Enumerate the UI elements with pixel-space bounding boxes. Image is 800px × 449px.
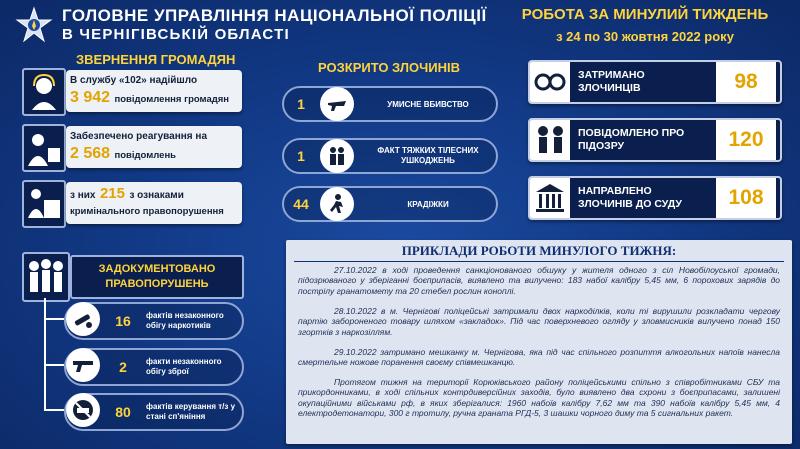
operator-icon <box>22 68 66 116</box>
police-emblem <box>14 6 54 46</box>
handcuffs-icon <box>530 62 570 102</box>
example-paragraph-3: 29.10.2022 затримано мешканку м. Чернігова, яка під час спільного розпиття алкогольних напоїв нанесла смертельне ножове поранення своєму співмешканцю. <box>298 347 780 368</box>
documented-label-2: факти незаконного обігу зброї <box>146 357 222 376</box>
appeals-post-3: з ознаками <box>129 190 184 201</box>
documented-num-3: 80 <box>115 404 131 420</box>
stat-court <box>528 176 782 220</box>
connector-1 <box>44 318 64 320</box>
example-paragraph-2: 28.10.2022 в м. Чернігові поліцейські затримали двох наркоділків, коли ті вирушили розкладати чергову партію забороненого товару шляхом «закладок». Під час поверхневого огляду у зловмисників вилучено понад 150 згортків з наркозіллям. <box>298 306 780 337</box>
suspect-icon <box>530 120 570 160</box>
stat-detained <box>528 60 782 104</box>
examples-divider <box>294 261 784 262</box>
weapon-icon <box>320 87 354 121</box>
appeals-card-3 <box>66 182 242 224</box>
solved-num-3: 44 <box>293 196 309 212</box>
appeals-pre-2: Забезпечено реагування на <box>70 131 208 142</box>
appeals-pre-3: з них <box>70 190 96 201</box>
appeals-post-2: повідомлень <box>114 150 177 161</box>
stat-suspicion <box>528 118 782 162</box>
stat-label-3: НАПРАВЛЕНО ЗЛОЧИНІВ ДО СУДУ <box>578 185 682 210</box>
examples-box <box>286 240 792 444</box>
header-subtitle: В ЧЕРНІГІВСЬКІЙ ОБЛАСТІ <box>62 26 290 43</box>
appeals-card-2 <box>66 126 242 168</box>
appeals-num-2: 2 568 <box>70 145 111 162</box>
case-icon <box>22 180 66 228</box>
connector-3 <box>44 409 64 411</box>
solved-label-1: УМИСНЕ ВБИВСТВО <box>387 99 469 109</box>
documented-row-1 <box>64 302 244 340</box>
solved-num-1: 1 <box>297 96 305 112</box>
documented-label-1: фактів незаконного обігу наркотиків <box>146 311 224 330</box>
appeals-pre-1: В службу «102» надійшло <box>70 75 198 86</box>
documented-num-2: 2 <box>119 359 127 375</box>
solved-row-2 <box>282 138 498 174</box>
connector-vertical <box>44 298 46 410</box>
stat-value-box-2 <box>716 120 776 160</box>
solved-row-3 <box>282 186 498 222</box>
theft-icon <box>320 187 354 221</box>
header-title: ГОЛОВНЕ УПРАВЛІННЯ НАЦІОНАЛЬНОЇ ПОЛІЦІЇ <box>62 6 487 25</box>
appeals-num-3: 215 <box>99 185 125 202</box>
gun-icon <box>66 348 100 382</box>
examples-title: ПРИКЛАДИ РОБОТИ МИНУЛОГО ТИЖНЯ: <box>401 243 677 258</box>
solved-row-1 <box>282 86 498 122</box>
documented-row-3 <box>64 393 244 431</box>
solved-title: РОЗКРИТО ЗЛОЧИНІВ <box>318 60 460 75</box>
documented-row-2 <box>64 348 244 386</box>
week-title: РОБОТА ЗА МИНУЛИЙ ТИЖДЕНЬ <box>521 6 769 23</box>
stat-label-2: ПОВІДОМЛЕНО ПРО ПІДОЗРУ <box>578 127 685 152</box>
drugs-icon <box>66 302 100 336</box>
stat-value-1: 98 <box>734 70 758 93</box>
stat-label-1: ЗАТРИМАНО ЗЛОЧИНЦІВ <box>578 69 645 94</box>
solved-label-2: ФАКТ ТЯЖКИХ ТІЛЕСНИХ УШКОДЖЕНЬ <box>377 146 479 165</box>
appeals-num-1: 3 942 <box>70 89 111 106</box>
police-group-icon <box>22 252 70 302</box>
drunk-driving-icon <box>66 393 100 427</box>
court-icon <box>530 178 570 218</box>
connector-2 <box>44 364 64 366</box>
appeals-post2-3: кримінального правопорушення <box>70 206 224 217</box>
example-paragraph-4: Протягом тижня на території Корюківського району поліцейськими спільно з співробітниками СБУ та прикордонниками, в ході спільних контрдиверсійних заходів, було виявлено два схрони з боєприпасами, залишені окупаційними військами рф, в яких зберігалися: 1960 набоїв калібру 7,62 мм та 390 набоїв калібру 5,45 мм, 4 електродетонатори, 300 г тротилу, ручна граната РГД-5, 3 шашки чорного диму та 5 сигнальних ракет. <box>298 377 780 419</box>
injury-icon <box>320 139 354 173</box>
documented-label-3: фактів керування т/з у стані сп'яніння <box>146 402 236 421</box>
documented-num-1: 16 <box>115 313 131 329</box>
appeals-card-1 <box>66 70 242 112</box>
stat-value-box-1 <box>716 62 776 102</box>
appeals-post-1: повідомлення громадян <box>114 94 230 105</box>
stat-value-2: 120 <box>728 128 764 151</box>
solved-num-2: 1 <box>297 148 305 164</box>
solved-label-3: КРАДІЖКИ <box>407 199 449 209</box>
week-range: з 24 по 30 жовтня 2022 року <box>556 29 734 44</box>
appeals-title: ЗВЕРНЕННЯ ГРОМАДЯН <box>76 52 236 67</box>
stat-value-box-3 <box>716 178 776 218</box>
stat-value-3: 108 <box>728 186 764 209</box>
example-paragraph-1: 27.10.2022 в ході проведення санкціонованого обшуку у жителя одного з сіл Новобілоуської громади, підозрюваного у зберіганні боєприпасів, виявлено та вилучено: 183 набої калібру 5,45 мм, 6 порохових зарядів до пострілу гранатомету та 20 стебел рослин коноплі. <box>298 265 780 296</box>
officer-icon <box>22 124 66 172</box>
documented-title: ЗАДОКУМЕНТОВАНО ПРАВОПОРУШЕНЬ <box>70 255 244 299</box>
